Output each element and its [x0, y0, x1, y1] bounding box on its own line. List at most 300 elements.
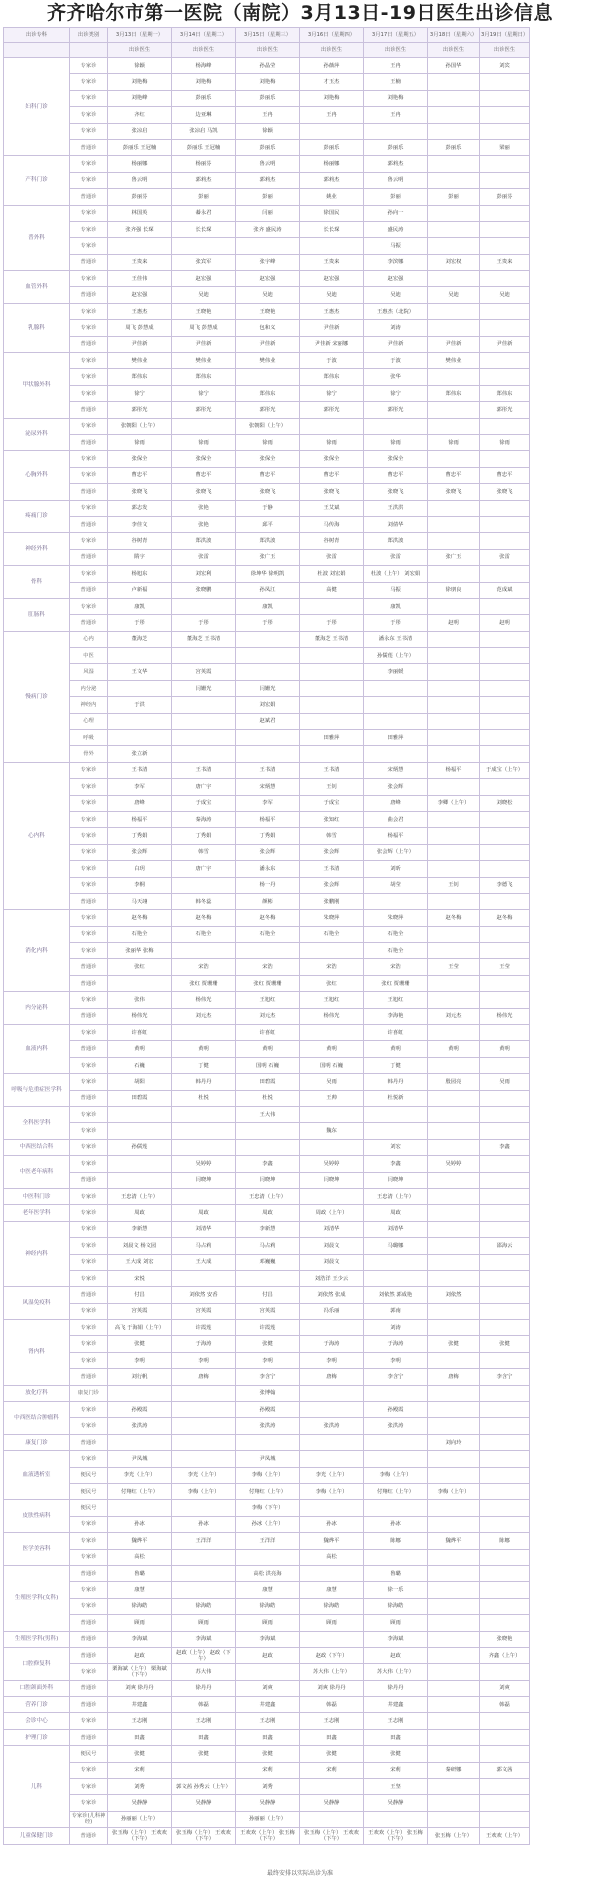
doctor-cell: 杨伟光: [172, 992, 236, 1008]
doctor-cell: 王大伟: [236, 1107, 300, 1123]
doctor-cell: 张知红: [300, 811, 364, 827]
doctor-cell: 王欢欢（上午） 张玉梅（下午）: [236, 1828, 300, 1844]
doctor-cell: 张会辉: [236, 844, 300, 860]
department-cell: 营养门诊: [4, 1697, 70, 1713]
doctor-cell: 赵政（上午） 赵政（下午）: [172, 1647, 236, 1663]
doctor-cell: 王惠杰: [108, 303, 172, 319]
doctor-cell: 王旭红: [364, 992, 428, 1008]
doctor-cell: 鲁云明: [108, 172, 172, 188]
doctor-cell: 宫英霞: [236, 1303, 300, 1319]
doctor-cell: 王坚: [364, 1779, 428, 1795]
doctor-cell: 刘晨文: [300, 1238, 364, 1254]
department-cell: 口腔颌面外科: [4, 1680, 70, 1696]
clinic-type-cell: 普通诊: [70, 516, 108, 532]
table-row: [4, 762, 530, 778]
doctor-cell: 顾雨: [364, 1615, 428, 1631]
doctor-cell: 李海斌: [236, 1631, 300, 1647]
doctor-cell: 付翔红（上午）: [108, 1483, 172, 1499]
doctor-cell: 王洋洋: [236, 1533, 300, 1549]
doctor-cell: 刘艳梅: [108, 74, 172, 90]
clinic-type-cell: 风湿: [70, 664, 108, 680]
subheader-dept: [4, 43, 70, 58]
doctor-cell: 杨旭东: [108, 566, 172, 582]
doctor-cell: 王欢欢（上午）: [480, 1828, 530, 1844]
doctor-cell: 张保全: [300, 451, 364, 467]
doctor-cell: 尹佳新: [236, 336, 300, 352]
doctor-cell: 田鑫: [300, 1729, 364, 1745]
doctor-cell: [428, 598, 480, 614]
doctor-cell: [480, 1729, 530, 1745]
doctor-cell: [428, 1402, 480, 1418]
clinic-type-cell: 专家诊: [70, 1254, 108, 1270]
doctor-cell: 曹忠平: [300, 467, 364, 483]
clinic-type-cell: 专家诊: [70, 1156, 108, 1172]
doctor-cell: [300, 648, 364, 664]
doctor-cell: [428, 205, 480, 221]
table-row: [4, 615, 530, 631]
doctor-cell: 李军: [236, 795, 300, 811]
doctor-cell: 李海斌: [108, 1631, 172, 1647]
doctor-cell: 刘宾: [480, 58, 530, 74]
doctor-cell: 黄明: [428, 1041, 480, 1057]
doctor-cell: 赵明: [480, 615, 530, 631]
doctor-cell: 鲁璐: [364, 1565, 428, 1581]
department-cell: 会诊中心: [4, 1713, 70, 1729]
department-cell: 消化内科: [4, 910, 70, 992]
doctor-cell: [480, 648, 530, 664]
table-row: [4, 320, 530, 336]
table-row: [4, 844, 530, 860]
doctor-cell: 尹凤城: [108, 1451, 172, 1467]
doctor-cell: [480, 1811, 530, 1827]
doctor-cell: 隋宇: [108, 549, 172, 565]
doctor-cell: [480, 90, 530, 106]
doctor-cell: 高健: [300, 582, 364, 598]
clinic-type-cell: 专家诊: [70, 1025, 108, 1041]
doctor-cell: 张立新: [108, 746, 172, 762]
doctor-cell: [480, 1270, 530, 1286]
doctor-cell: 李明: [172, 1352, 236, 1368]
doctor-cell: [108, 1156, 172, 1172]
clinic-type-cell: 专家诊: [70, 1533, 108, 1549]
doctor-cell: 白玥: [108, 861, 172, 877]
department-cell: 中西医结合肿瘤科: [4, 1402, 70, 1435]
doctor-cell: 张凉启 马凯: [172, 123, 236, 139]
doctor-cell: [236, 730, 300, 746]
doctor-cell: 杨福平: [428, 762, 480, 778]
doctor-cell: [364, 1254, 428, 1270]
doctor-cell: 徐颖: [236, 123, 300, 139]
clinic-type-cell: 中医: [70, 648, 108, 664]
doctor-cell: [480, 1582, 530, 1598]
doctor-cell: 张健: [236, 1746, 300, 1762]
doctor-cell: 邵海云: [480, 1238, 530, 1254]
clinic-type-cell: 专家诊(儿科神经): [70, 1811, 108, 1827]
doctor-cell: 谷树青: [108, 533, 172, 549]
table-row: [4, 1533, 530, 1549]
doctor-cell: [428, 533, 480, 549]
doctor-cell: 魏烨平: [108, 1533, 172, 1549]
doctor-cell: 曹忠平: [108, 467, 172, 483]
schedule-table: [3, 27, 530, 1845]
department-cell: 肛肠科: [4, 598, 70, 631]
doctor-cell: 郑伟东: [480, 385, 530, 401]
doctor-cell: [300, 697, 364, 713]
doctor-cell: 田碧霞: [108, 1090, 172, 1106]
doctor-cell: [480, 1156, 530, 1172]
doctor-cell: 徐国民: [300, 205, 364, 221]
doctor-cell: [172, 648, 236, 664]
table-row: [4, 697, 530, 713]
doctor-cell: 郭彤光: [480, 402, 530, 418]
doctor-cell: 黄明: [364, 1041, 428, 1057]
clinic-type-cell: 普通诊: [70, 1631, 108, 1647]
clinic-type-cell: 专家诊: [70, 992, 108, 1008]
doctor-cell: 曹忠平: [172, 467, 236, 483]
doctor-cell: 吴静静: [172, 1795, 236, 1811]
doctor-cell: [364, 1549, 428, 1565]
doctor-cell: [480, 1500, 530, 1516]
doctor-cell: 张宇峰: [236, 254, 300, 270]
doctor-cell: 边亚琳: [172, 107, 236, 123]
doctor-cell: 张鹏刚: [300, 893, 364, 909]
table-row: [4, 1238, 530, 1254]
clinic-type-cell: 普通诊: [70, 975, 108, 991]
doctor-cell: 周政: [236, 1205, 300, 1221]
doctor-cell: 吴雨: [480, 1074, 530, 1090]
doctor-cell: 李梅（上午）: [236, 1467, 300, 1483]
clinic-type-cell: 专家诊: [70, 205, 108, 221]
doctor-cell: [364, 1270, 428, 1286]
doctor-cell: 吴静静: [364, 1795, 428, 1811]
clinic-type-cell: 普通诊: [70, 1680, 108, 1696]
doctor-cell: 李海艳: [364, 1008, 428, 1024]
doctor-cell: 郭志发: [108, 500, 172, 516]
doctor-cell: 李新慧: [236, 1221, 300, 1237]
doctor-cell: [480, 746, 530, 762]
doctor-cell: 李明: [364, 1352, 428, 1368]
doctor-cell: [428, 1172, 480, 1188]
doctor-cell: 樊伟业: [236, 353, 300, 369]
clinic-type-cell: 普通诊: [70, 1041, 108, 1057]
doctor-cell: 吴婷婷: [172, 1156, 236, 1172]
clinic-type-cell: 普通诊: [70, 893, 108, 909]
doctor-cell: 高松: [108, 1549, 172, 1565]
table-row: [4, 992, 530, 1008]
doctor-cell: 王帅: [300, 1090, 364, 1106]
clinic-type-cell: 专家诊: [70, 385, 108, 401]
doctor-cell: [428, 221, 480, 237]
doctor-cell: 闫晓坤: [172, 1172, 236, 1188]
doctor-cell: 徐坤华 徐明凯: [236, 566, 300, 582]
doctor-cell: [428, 1090, 480, 1106]
department-cell: 内分泌科: [4, 992, 70, 1025]
doctor-cell: 刘艳梅: [364, 90, 428, 106]
doctor-cell: [428, 1320, 480, 1336]
doctor-cell: 殷园亮: [428, 1074, 480, 1090]
clinic-type-cell: 神经内: [70, 697, 108, 713]
doctor-cell: [428, 156, 480, 172]
clinic-type-cell: 便民号: [70, 1500, 108, 1516]
doctor-cell: 于洪: [108, 697, 172, 713]
doctor-cell: [172, 1139, 236, 1155]
doctor-cell: [172, 1123, 236, 1139]
doctor-cell: [300, 746, 364, 762]
doctor-cell: [236, 1434, 300, 1450]
doctor-cell: [428, 90, 480, 106]
department-cell: 甲状腺外科: [4, 353, 70, 419]
doctor-cell: [172, 1500, 236, 1516]
clinic-type-cell: 普通诊: [70, 402, 108, 418]
department-cell: 放化疗科: [4, 1385, 70, 1401]
doctor-cell: 赵宏强: [172, 271, 236, 287]
doctor-cell: 宋莉: [108, 1762, 172, 1778]
doctor-cell: 张健: [300, 1746, 364, 1762]
header-day-2: 3月14日（星期二）: [172, 28, 236, 43]
doctor-cell: [428, 1729, 480, 1745]
doctor-cell: 张健: [108, 1336, 172, 1352]
doctor-cell: [480, 1565, 530, 1581]
doctor-cell: 刘清华: [364, 1221, 428, 1237]
department-cell: 普外科: [4, 205, 70, 271]
doctor-cell: [428, 926, 480, 942]
doctor-cell: [428, 746, 480, 762]
header-day-6: 3月18日（星期六）: [428, 28, 480, 43]
doctor-cell: 张晓艳: [480, 1631, 530, 1647]
clinic-type-cell: 专家诊: [70, 811, 108, 827]
doctor-cell: 许霞莲: [236, 1320, 300, 1336]
clinic-type-cell: 专家诊: [70, 910, 108, 926]
doctor-cell: 康凯: [108, 598, 172, 614]
doctor-cell: 李桐: [108, 877, 172, 893]
doctor-cell: 张红: [300, 975, 364, 991]
doctor-cell: 郭彤光: [108, 402, 172, 418]
doctor-cell: 长长琛: [300, 221, 364, 237]
table-row: [4, 664, 530, 680]
doctor-cell: [480, 680, 530, 696]
doctor-cell: [364, 1500, 428, 1516]
doctor-cell: 樊伟业: [108, 353, 172, 369]
doctor-cell: [428, 1811, 480, 1827]
doctor-cell: 樊伟业: [172, 353, 236, 369]
doctor-cell: [480, 631, 530, 647]
doctor-cell: [172, 943, 236, 959]
doctor-cell: 徐海皓: [172, 1598, 236, 1614]
doctor-cell: 张雷: [172, 549, 236, 565]
doctor-cell: 尹佳新: [428, 336, 480, 352]
doctor-cell: [428, 1139, 480, 1155]
table-row: [4, 1549, 530, 1565]
doctor-cell: 张齐 盛民涛: [236, 221, 300, 237]
doctor-cell: [364, 418, 428, 434]
doctor-cell: 徐宁: [172, 385, 236, 401]
doctor-cell: 郭文茜 孙秀云（上午）: [172, 1779, 236, 1795]
clinic-type-cell: 便民号: [70, 1746, 108, 1762]
doctor-cell: 赵政: [364, 1647, 428, 1663]
table-row: [4, 1172, 530, 1188]
doctor-cell: [480, 500, 530, 516]
doctor-cell: [300, 1188, 364, 1204]
doctor-cell: 徐一乐: [364, 1582, 428, 1598]
doctor-cell: [300, 598, 364, 614]
subheader-doctor: 出诊医生: [172, 43, 236, 58]
doctor-cell: [300, 1631, 364, 1647]
doctor-cell: [172, 877, 236, 893]
table-row: [4, 1074, 530, 1090]
clinic-type-cell: 专家诊: [70, 1107, 108, 1123]
table-row: [4, 1500, 530, 1516]
department-cell: 疼痛门诊: [4, 500, 70, 533]
doctor-cell: 李含宁: [480, 1369, 530, 1385]
doctor-cell: [236, 943, 300, 959]
doctor-cell: 杜波 刘宏娟: [300, 566, 364, 582]
table-row: [4, 713, 530, 729]
table-row: [4, 1156, 530, 1172]
doctor-cell: [480, 1549, 530, 1565]
table-row: [4, 877, 530, 893]
doctor-cell: 唐峰: [364, 795, 428, 811]
clinic-type-cell: 普通诊: [70, 484, 108, 500]
table-row: [4, 451, 530, 467]
clinic-type-cell: 专家诊: [70, 221, 108, 237]
doctor-cell: 刘爽: [236, 1680, 300, 1696]
doctor-cell: 胡阳: [108, 1074, 172, 1090]
table-row: [4, 1221, 530, 1237]
doctor-cell: 石艳全: [364, 926, 428, 942]
table-row: [4, 205, 530, 221]
doctor-cell: 尹佳新: [108, 336, 172, 352]
table-row: [4, 189, 530, 205]
table-row: [4, 1107, 530, 1123]
doctor-cell: 赵冬梅: [428, 910, 480, 926]
clinic-type-cell: 专家诊: [70, 1139, 108, 1155]
doctor-cell: 石艳全: [108, 926, 172, 942]
doctor-cell: [172, 1385, 236, 1401]
doctor-cell: [428, 1385, 480, 1401]
table-row: [4, 172, 530, 188]
header-day-3: 3月15日（星期三）: [236, 28, 300, 43]
doctor-cell: [480, 1451, 530, 1467]
doctor-cell: [480, 123, 530, 139]
doctor-cell: [480, 1483, 530, 1499]
department-cell: 神经外科: [4, 533, 70, 566]
doctor-cell: 石艳全: [300, 926, 364, 942]
doctor-cell: 魏烨平: [300, 1533, 364, 1549]
doctor-cell: 黄明: [108, 1041, 172, 1057]
clinic-type-cell: 专家诊: [70, 1598, 108, 1614]
doctor-cell: [480, 1779, 530, 1795]
doctor-cell: [428, 74, 480, 90]
clinic-type-cell: 专家诊: [70, 1074, 108, 1090]
doctor-cell: 齐红: [108, 107, 172, 123]
table-row: [4, 926, 530, 942]
doctor-cell: [480, 74, 530, 90]
department-cell: 康复门诊: [4, 1434, 70, 1450]
doctor-cell: 鲁璐: [108, 1565, 172, 1581]
doctor-cell: 王志刚: [364, 1713, 428, 1729]
doctor-cell: 赵政（下午）: [300, 1647, 364, 1663]
doctor-cell: [480, 205, 530, 221]
table-row: [4, 1008, 530, 1024]
doctor-cell: 郑伟东: [300, 369, 364, 385]
doctor-cell: 付昌: [236, 1287, 300, 1303]
doctor-cell: 孙殿霞: [364, 1402, 428, 1418]
table-row: [4, 1451, 530, 1467]
doctor-cell: 魏烨平: [428, 1533, 480, 1549]
department-cell: 血液内科: [4, 1025, 70, 1074]
doctor-cell: [428, 123, 480, 139]
doctor-cell: 张晓鹏: [172, 582, 236, 598]
clinic-type-cell: 普通诊: [70, 1434, 108, 1450]
clinic-type-cell: 专家诊: [70, 926, 108, 942]
doctor-cell: 黄明: [300, 1041, 364, 1057]
doctor-cell: 吴雨: [300, 1074, 364, 1090]
doctor-cell: [300, 1139, 364, 1155]
doctor-cell: [480, 861, 530, 877]
doctor-cell: 李梅（上午）: [364, 1467, 428, 1483]
doctor-cell: 樊伟业: [428, 353, 480, 369]
doctor-cell: [108, 1123, 172, 1139]
doctor-cell: 张晓飞: [480, 484, 530, 500]
header-day-7: 3月19日（星期日）: [480, 28, 530, 43]
doctor-cell: 李鑫: [480, 1139, 530, 1155]
doctor-cell: 张宾军: [172, 254, 236, 270]
doctor-cell: 井建鑫: [108, 1697, 172, 1713]
table-row: [4, 1123, 530, 1139]
clinic-type-cell: 普通诊: [70, 254, 108, 270]
doctor-cell: [300, 1402, 364, 1418]
doctor-cell: 王钊: [428, 877, 480, 893]
doctor-cell: 苏大伟（上午）: [300, 1664, 364, 1680]
doctor-cell: [236, 1664, 300, 1680]
doctor-cell: 周政: [172, 1205, 236, 1221]
doctor-cell: 王莹: [428, 959, 480, 975]
doctor-cell: 赵政: [236, 1647, 300, 1663]
doctor-cell: [480, 1418, 530, 1434]
clinic-type-cell: 专家诊: [70, 861, 108, 877]
doctor-cell: 徐丹丹: [172, 1680, 236, 1696]
doctor-cell: 徐颖: [108, 58, 172, 74]
doctor-cell: 姚业: [300, 189, 364, 205]
doctor-cell: 韩磊: [172, 1697, 236, 1713]
doctor-cell: 刘艳梅: [300, 90, 364, 106]
doctor-cell: 王冉: [364, 58, 428, 74]
doctor-cell: 才玉杰: [300, 74, 364, 90]
doctor-cell: 卢新福: [108, 582, 172, 598]
doctor-cell: 张朝阳（上午）: [108, 418, 172, 434]
doctor-cell: 张健: [108, 1746, 172, 1762]
doctor-cell: 郭文茜: [480, 1762, 530, 1778]
table-row: [4, 975, 530, 991]
doctor-cell: 张会辉: [108, 844, 172, 860]
doctor-cell: 吴婷婷: [300, 1156, 364, 1172]
doctor-cell: 王冉: [364, 107, 428, 123]
doctor-cell: [172, 1418, 236, 1434]
doctor-cell: 许霞莲: [172, 1320, 236, 1336]
doctor-cell: 康凯: [236, 598, 300, 614]
doctor-cell: [236, 664, 300, 680]
doctor-cell: [428, 1057, 480, 1073]
doctor-cell: 杜悦: [236, 1090, 300, 1106]
doctor-cell: 王书清: [300, 861, 364, 877]
doctor-cell: 田鑫: [172, 1729, 236, 1745]
doctor-cell: 闫丽: [236, 205, 300, 221]
table-row: [4, 1402, 530, 1418]
doctor-cell: 郭莉杰: [364, 156, 428, 172]
table-row: [4, 74, 530, 90]
clinic-type-cell: 专家诊: [70, 1320, 108, 1336]
doctor-cell: [236, 238, 300, 254]
